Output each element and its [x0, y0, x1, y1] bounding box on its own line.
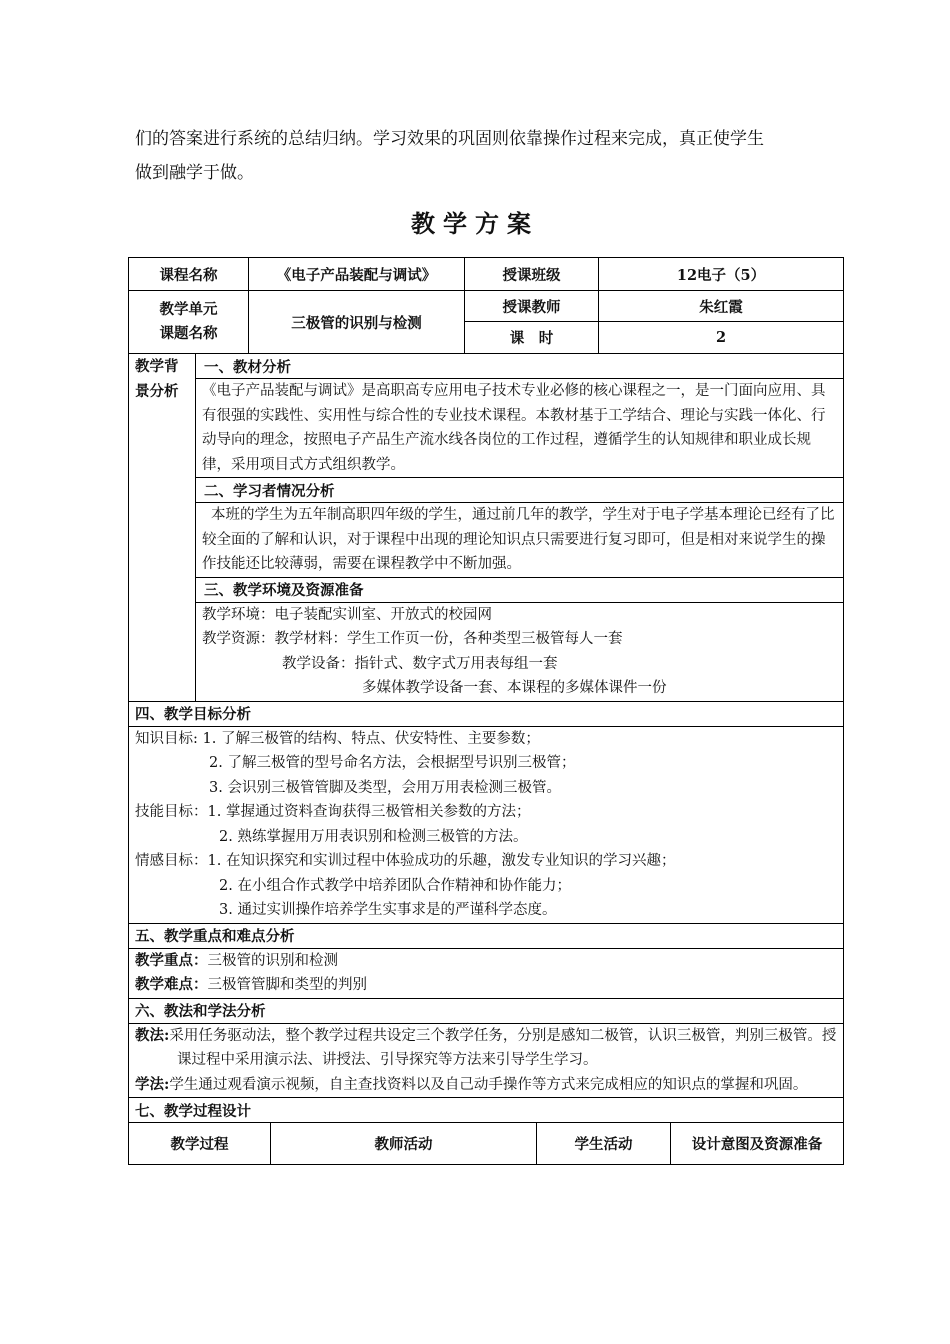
- page-title: 教学方案: [411, 209, 539, 238]
- hours-label: 课 时: [465, 322, 599, 354]
- goals-body-row: [129, 726, 844, 923]
- learner-analysis-text: 本班的学生为五年制高职四年级的学生，通过前几年的教学，学生对于电子学基本理论已经有了比较全面的了解和认识，对于课程中出现的理论知识点只需要进行复习即可，但是相对来说学生的操作技能还比较薄弱，需要在课程教学中不断加强。: [196, 503, 844, 578]
- lesson-plan-table: [128, 257, 844, 1165]
- intro-paragraph: [135, 122, 843, 190]
- equipment-line: 教学设备：指针式、数字式万用表每组一套: [282, 655, 558, 672]
- teaching-method: [135, 1024, 837, 1073]
- textbook-analysis-text: 《电子产品装配与调试》是高职高专应用电子技术专业必修的核心课程之一，是一门面向应用、具有很强的实践性、实用性与综合性的专业技术课程。本教材基于工学结合、理论与实践一体化、行动导向的理念，按照电子产品生产流水线各岗位的工作过程，遵循学生的认知规律和职业成长规律，采用项目式方式组织教学。: [196, 379, 844, 478]
- section-title-process: 七、教学过程设计: [129, 1098, 844, 1123]
- background-s3-body-row: [129, 602, 844, 701]
- key-body-row: [129, 948, 844, 998]
- knowledge-goal-3: 3. 会识别三极管管脚及类型，会用万用表检测三极管。: [209, 779, 561, 796]
- learning-method: [135, 1073, 837, 1098]
- intro-line-2: 做到融学于做。: [135, 163, 254, 183]
- emotion-goal-3: 3. 通过实训操作培养学生实事求是的严谨科学态度。: [219, 902, 557, 918]
- method-body-row: [129, 1023, 844, 1098]
- resources-line: 教学资源：教学材料：学生工作页一份，各种类型三极管每人一套: [202, 631, 623, 647]
- teaching-method-label: 教法:: [135, 1026, 170, 1044]
- course-value: 《电子产品装配与调试》: [249, 258, 465, 291]
- skill-goal-1: 技能目标：1. 掌握通过资料查询获得三极管相关参数的方法；: [135, 804, 531, 820]
- unit-row: [129, 291, 844, 322]
- difficulty-label: 教学难点：: [135, 976, 208, 993]
- teacher-value: 朱红霞: [599, 291, 844, 322]
- col-teacher-activity: 教师活动: [271, 1123, 537, 1165]
- environment-resources: [196, 602, 844, 701]
- teacher-label: 授课教师: [465, 291, 599, 322]
- method-title-row: [129, 998, 844, 1023]
- section-title-textbook: 一、教材分析: [196, 354, 844, 379]
- background-label-line-1: 教学背: [135, 358, 179, 375]
- focus-label: 教学重点：: [135, 951, 208, 969]
- background-s2-title-row: [129, 478, 844, 503]
- background-s1-body-row: [129, 379, 844, 478]
- learning-method-label: 学法:: [135, 1075, 170, 1093]
- course-label: 课程名称: [129, 258, 249, 291]
- background-s2-body-row: [129, 503, 844, 578]
- environment-line: 教学环境：电子装配实训室、开放式的校园网: [202, 606, 492, 623]
- unit-label-line-2: 课题名称: [159, 325, 218, 342]
- col-process: 教学过程: [129, 1123, 271, 1165]
- unit-label-line-1: 教学单元: [159, 301, 218, 318]
- goals-content: [129, 726, 844, 923]
- unit-value: 三极管的识别与检测: [249, 291, 465, 354]
- difficulty-line: [135, 973, 837, 998]
- intro-line-1: 们的答案进行系统的总结归纳。学习效果的巩固则依靠操作过程来完成，真正使学生: [135, 129, 764, 149]
- class-value: 12电子（5）: [599, 258, 844, 291]
- key-points-content: [129, 948, 844, 998]
- background-label-line-2: 景分析: [135, 383, 179, 400]
- skill-goal-2: 2. 熟练掌握用万用表识别和检测三极管的方法。: [219, 828, 528, 845]
- background-label: [129, 354, 196, 702]
- focus-line: [135, 949, 837, 974]
- difficulty-value: 三极管管脚和类型的判别: [207, 977, 367, 993]
- section-title-learners: 二、学习者情况分析: [196, 478, 844, 503]
- hours-value: 2: [599, 322, 844, 354]
- class-label: 授课班级: [465, 258, 599, 291]
- section-title-key-points: 五、教学重点和难点分析: [129, 923, 844, 948]
- media-line: 多媒体教学设备一套、本课程的多媒体课件一份: [362, 680, 667, 696]
- background-s3-title-row: [129, 577, 844, 602]
- col-design-intent: 设计意图及资源准备: [671, 1123, 844, 1165]
- background-s1-title-row: [129, 354, 844, 379]
- learning-method-text: 学生通过观看演示视频，自主查找资料以及自己动手操作等方式来完成相应的知识点的掌握和巩固。: [169, 1076, 808, 1093]
- process-header-row: [129, 1123, 844, 1165]
- unit-label: [129, 291, 249, 354]
- key-title-row: [129, 923, 844, 948]
- knowledge-goal-2: 2. 了解三极管的型号命名方法，会根据型号识别三极管；: [209, 755, 576, 771]
- section-title-goals: 四、教学目标分析: [129, 701, 844, 726]
- col-student-activity: 学生活动: [537, 1123, 671, 1165]
- section-title-methods: 六、教法和学法分析: [129, 998, 844, 1023]
- teaching-method-text: 采用任务驱动法，整个教学过程共设定三个教学任务，分别是感知二极管，认识三极管，判别三极管。授课过程中采用演示法、讲授法、引导探究等方法来引导学生学习。: [169, 1027, 837, 1068]
- emotion-goal-2: 2. 在小组合作式教学中培养团队合作精神和协作能力；: [219, 877, 571, 894]
- course-row: [129, 258, 844, 291]
- methods-content: [129, 1023, 844, 1098]
- focus-value: 三极管的识别和检测: [207, 952, 338, 969]
- section-title-environment: 三、教学环境及资源准备: [196, 577, 844, 602]
- process-title-row: [129, 1098, 844, 1123]
- knowledge-goal-1: 知识目标: 1. 了解三极管的结构、特点、伏安特性、主要参数；: [135, 730, 540, 747]
- goals-title-row: [129, 701, 844, 726]
- emotion-goal-1: 情感目标：1. 在知识探究和实训过程中体验成功的乐趣，激发专业知识的学习兴趣；: [135, 853, 676, 869]
